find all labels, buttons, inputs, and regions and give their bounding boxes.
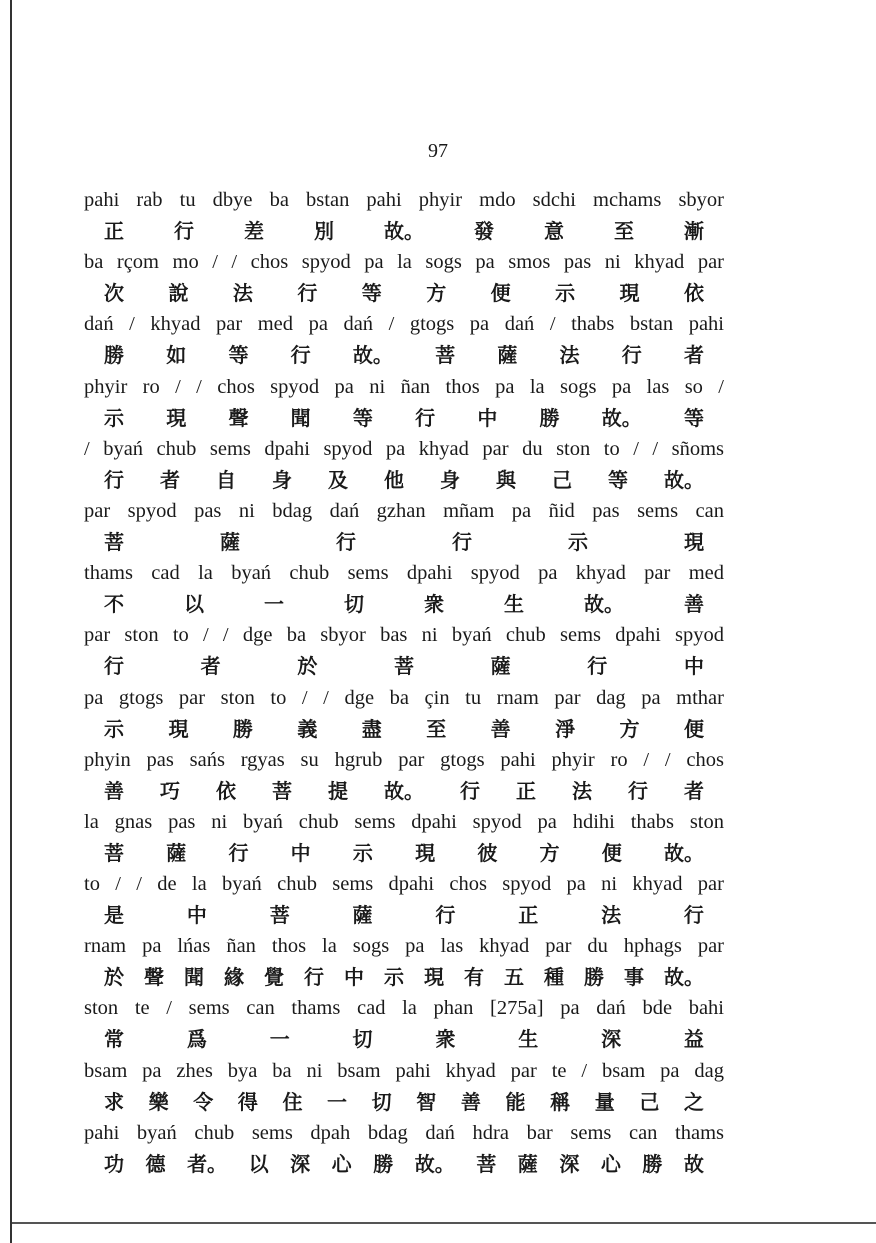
chinese-char: 行 bbox=[628, 778, 648, 803]
chinese-char: 便 bbox=[490, 281, 511, 306]
chinese-char: 便 bbox=[601, 840, 622, 865]
chinese-char: 故。 bbox=[584, 592, 624, 617]
chinese-char: 中 bbox=[290, 840, 311, 865]
chinese-line bbox=[104, 963, 704, 991]
chinese-char: 義 bbox=[297, 716, 318, 741]
chinese-char: 勝 bbox=[584, 965, 604, 990]
chinese-char: 勝 bbox=[232, 716, 253, 741]
chinese-char: 深 bbox=[559, 1151, 580, 1176]
chinese-char: 等 bbox=[361, 281, 382, 306]
chinese-char: 等 bbox=[608, 467, 628, 492]
chinese-char: 心 bbox=[331, 1151, 352, 1176]
chinese-char: 他 bbox=[384, 467, 404, 492]
chinese-char: 一 bbox=[327, 1089, 348, 1114]
chinese-char: 漸 bbox=[684, 219, 704, 243]
page-number: 97 bbox=[428, 140, 448, 162]
chinese-char: 巧 bbox=[160, 778, 180, 803]
chinese-char: 故。 bbox=[601, 405, 642, 430]
chinese-char: 示 bbox=[555, 281, 576, 306]
chinese-char: 深 bbox=[601, 1027, 622, 1052]
chinese-char: 故。 bbox=[352, 343, 393, 368]
chinese-char: 一 bbox=[269, 1027, 290, 1052]
chinese-char: 於 bbox=[297, 654, 318, 679]
chinese-char: 法 bbox=[559, 343, 580, 368]
chinese-char: 等 bbox=[228, 343, 249, 368]
chinese-char: 己 bbox=[639, 1089, 660, 1114]
chinese-char: 便 bbox=[683, 716, 704, 741]
chinese-char: 聞 bbox=[290, 405, 311, 430]
tibetan-line: phyir ro / / chos spyod pa ni ñan thos pa la sogs pa las so / bbox=[84, 375, 724, 398]
chinese-char: 以 bbox=[248, 1151, 269, 1176]
chinese-char: 薩 bbox=[220, 529, 240, 554]
chinese-char: 淨 bbox=[555, 716, 576, 741]
chinese-char: 有 bbox=[464, 965, 484, 990]
chinese-char: 稱 bbox=[550, 1089, 571, 1114]
chinese-char: 種 bbox=[544, 965, 564, 990]
chinese-char: 故 bbox=[683, 1151, 704, 1176]
chinese-char: 五 bbox=[504, 965, 524, 990]
chinese-char: 切 bbox=[344, 592, 364, 617]
chinese-line bbox=[104, 777, 704, 805]
tibetan-line: to / / de la byań chub sems dpahi chos spyod pa ni khyad par bbox=[84, 873, 724, 896]
line-pair bbox=[84, 994, 724, 1056]
chinese-char: 行 bbox=[104, 467, 124, 492]
chinese-char: 量 bbox=[594, 1089, 615, 1114]
chinese-line bbox=[104, 404, 704, 432]
chinese-char: 別 bbox=[314, 219, 334, 243]
line-pair bbox=[84, 684, 724, 746]
chinese-char: 行 bbox=[683, 903, 704, 928]
chinese-char: 勝 bbox=[642, 1151, 663, 1176]
chinese-char: 者 bbox=[160, 467, 180, 492]
chinese-char: 等 bbox=[352, 405, 373, 430]
chinese-char: 現 bbox=[168, 716, 189, 741]
chinese-line bbox=[104, 652, 704, 680]
chinese-char: 心 bbox=[600, 1151, 621, 1176]
chinese-char: 行 bbox=[587, 654, 608, 679]
tibetan-line: par ston to / / dge ba sbyor bas ni byań chub sems dpahi spyod bbox=[84, 624, 724, 647]
chinese-char: 勝 bbox=[104, 343, 124, 368]
chinese-char: 示 bbox=[104, 716, 124, 741]
tibetan-line: pa gtogs par ston to / / dge ba çin tu rnam par dag pa mthar bbox=[84, 686, 724, 709]
chinese-char: 正 bbox=[518, 903, 539, 928]
chinese-char: 衆 bbox=[435, 1027, 456, 1052]
line-pair bbox=[84, 310, 724, 372]
line-pair bbox=[84, 559, 724, 621]
chinese-char: 故。 bbox=[664, 467, 704, 492]
chinese-char: 正 bbox=[516, 778, 536, 803]
chinese-char: 衆 bbox=[424, 592, 444, 617]
chinese-char: 益 bbox=[683, 1027, 704, 1052]
chinese-line bbox=[104, 217, 704, 245]
chinese-char: 功 bbox=[104, 1151, 124, 1176]
chinese-char: 聲 bbox=[228, 405, 249, 430]
line-pair bbox=[84, 808, 724, 870]
chinese-line bbox=[104, 839, 704, 867]
chinese-char: 生 bbox=[518, 1027, 539, 1052]
chinese-char: 行 bbox=[297, 281, 318, 306]
chinese-char: 現 bbox=[684, 529, 704, 554]
chinese-char: 中 bbox=[477, 405, 498, 430]
tibetan-line: pahi rab tu dbye ba bstan pahi phyir mdo sdchi mchams sbyor bbox=[84, 189, 724, 211]
chinese-char: 菩 bbox=[476, 1151, 497, 1176]
chinese-line bbox=[104, 1088, 704, 1116]
chinese-line bbox=[104, 901, 704, 929]
chinese-char: 者 bbox=[200, 654, 221, 679]
chinese-char: 示 bbox=[352, 840, 373, 865]
line-pair bbox=[84, 373, 724, 435]
chinese-char: 中 bbox=[344, 965, 364, 990]
chinese-line bbox=[104, 1150, 704, 1178]
chinese-char: 至 bbox=[614, 219, 634, 243]
chinese-char: 說 bbox=[168, 281, 189, 306]
chinese-char: 聞 bbox=[184, 965, 204, 990]
chinese-char: 爲 bbox=[186, 1027, 207, 1052]
chinese-char: 現 bbox=[424, 965, 444, 990]
chinese-char: 中 bbox=[186, 903, 207, 928]
chinese-char: 善 bbox=[460, 1089, 481, 1114]
chinese-char: 善 bbox=[104, 778, 124, 803]
tibetan-line: par spyod pas ni bdag dań gzhan mñam pa ñid pas sems can bbox=[84, 499, 724, 522]
chinese-char: 於 bbox=[104, 965, 124, 990]
chinese-char: 菩 bbox=[269, 903, 290, 928]
chinese-line bbox=[104, 341, 704, 369]
line-pair bbox=[84, 621, 724, 683]
tibetan-line: / byań chub sems dpahi spyod pa khyad par du ston to / / sñoms bbox=[84, 437, 724, 460]
chinese-char: 彼 bbox=[477, 840, 498, 865]
chinese-char: 菩 bbox=[393, 654, 414, 679]
chinese-char: 自 bbox=[216, 467, 236, 492]
chinese-char: 行 bbox=[452, 529, 472, 554]
chinese-char: 以 bbox=[184, 592, 204, 617]
chinese-char: 故。 bbox=[414, 1151, 455, 1176]
chinese-line bbox=[104, 528, 704, 556]
chinese-line bbox=[104, 466, 704, 494]
chinese-char: 聲 bbox=[144, 965, 164, 990]
chinese-char: 常 bbox=[104, 1027, 124, 1052]
chinese-char: 求 bbox=[104, 1089, 124, 1114]
chinese-char: 者 bbox=[683, 343, 704, 368]
chinese-char: 示 bbox=[104, 405, 124, 430]
chinese-char: 切 bbox=[371, 1089, 392, 1114]
chinese-char: 正 bbox=[104, 219, 124, 243]
chinese-char: 德 bbox=[145, 1151, 166, 1176]
chinese-char: 行 bbox=[290, 343, 311, 368]
chinese-line bbox=[104, 1025, 704, 1053]
chinese-char: 樂 bbox=[148, 1089, 169, 1114]
chinese-char: 菩 bbox=[104, 529, 124, 554]
chinese-char: 法 bbox=[232, 281, 253, 306]
tibetan-line: rnam pa lńas ñan thos la sogs pa las khyad par du hphags par bbox=[84, 935, 724, 958]
chinese-char: 故。 bbox=[664, 965, 704, 990]
tibetan-line: bsam pa zhes bya ba ni bsam pahi khyad par te / bsam pa dag bbox=[84, 1059, 724, 1082]
chinese-char: 身 bbox=[272, 467, 292, 492]
line-pair bbox=[84, 870, 724, 932]
chinese-char: 現 bbox=[166, 405, 187, 430]
chinese-char: 薩 bbox=[490, 654, 511, 679]
chinese-char: 行 bbox=[228, 840, 249, 865]
chinese-char: 意 bbox=[544, 219, 564, 243]
chinese-char: 是 bbox=[104, 903, 124, 928]
chinese-char: 示 bbox=[568, 529, 588, 554]
chinese-char: 行 bbox=[104, 654, 124, 679]
chinese-char: 依 bbox=[216, 778, 236, 803]
chinese-char: 生 bbox=[504, 592, 524, 617]
chinese-char: 現 bbox=[415, 840, 436, 865]
line-pair bbox=[84, 746, 724, 808]
chinese-char: 勝 bbox=[373, 1151, 394, 1176]
chinese-char: 次 bbox=[104, 281, 124, 306]
chinese-char: 依 bbox=[683, 281, 704, 306]
chinese-char: 善 bbox=[490, 716, 511, 741]
chinese-char: 示 bbox=[384, 965, 404, 990]
chinese-char: 行 bbox=[460, 778, 480, 803]
line-pair bbox=[84, 932, 724, 994]
chinese-line bbox=[104, 715, 704, 743]
chinese-char: 與 bbox=[496, 467, 516, 492]
chinese-char: 菩 bbox=[104, 840, 124, 865]
chinese-char: 智 bbox=[416, 1089, 437, 1114]
tibetan-line: dań / khyad par med pa dań / gtogs pa dań / thabs bstan pahi bbox=[84, 313, 724, 336]
chinese-char: 得 bbox=[237, 1089, 258, 1114]
chinese-char: 法 bbox=[601, 903, 622, 928]
line-pair bbox=[84, 248, 724, 310]
chinese-char: 薩 bbox=[517, 1151, 538, 1176]
chinese-char: 法 bbox=[572, 778, 592, 803]
line-pair bbox=[84, 1119, 724, 1181]
chinese-char: 菩 bbox=[272, 778, 292, 803]
chinese-line bbox=[104, 279, 704, 307]
chinese-char: 薩 bbox=[352, 903, 373, 928]
chinese-char: 薩 bbox=[497, 343, 518, 368]
line-pair bbox=[84, 1057, 724, 1119]
chinese-char: 至 bbox=[426, 716, 447, 741]
chinese-char: 如 bbox=[166, 343, 187, 368]
tibetan-line: ba rçom mo / / chos spyod pa la sogs pa smos pas ni khyad par bbox=[84, 251, 724, 274]
tibetan-line: thams cad la byań chub sems dpahi spyod pa khyad par med bbox=[84, 562, 724, 585]
chinese-char: 切 bbox=[352, 1027, 373, 1052]
chinese-char: 勝 bbox=[539, 405, 560, 430]
chinese-char: 方 bbox=[619, 716, 640, 741]
chinese-char: 薩 bbox=[166, 840, 187, 865]
chinese-char: 覺 bbox=[264, 965, 284, 990]
chinese-char: 善 bbox=[684, 592, 704, 617]
chinese-char: 故。 bbox=[663, 840, 704, 865]
chinese-line bbox=[104, 590, 704, 618]
chinese-char: 能 bbox=[505, 1089, 526, 1114]
chinese-char: 差 bbox=[244, 219, 264, 243]
chinese-char: 身 bbox=[440, 467, 460, 492]
chinese-char: 故。 bbox=[384, 219, 424, 243]
tibetan-line: ston te / sems can thams cad la phan [275a] pa dań bde bahi bbox=[84, 997, 724, 1020]
chinese-char: 提 bbox=[328, 778, 348, 803]
chinese-char: 中 bbox=[683, 654, 704, 679]
chinese-char: 行 bbox=[435, 903, 456, 928]
chinese-char: 住 bbox=[282, 1089, 303, 1114]
line-pair bbox=[84, 497, 724, 559]
chinese-char: 行 bbox=[174, 219, 194, 243]
chinese-char: 者。 bbox=[187, 1151, 228, 1176]
chinese-char: 行 bbox=[336, 529, 356, 554]
left-margin-rule bbox=[10, 0, 12, 1243]
tibetan-line: la gnas pas ni byań chub sems dpahi spyod pa hdihi thabs ston bbox=[84, 810, 724, 833]
chinese-char: 菩 bbox=[435, 343, 456, 368]
chinese-char: 及 bbox=[328, 467, 348, 492]
line-pair bbox=[84, 435, 724, 497]
chinese-char: 發 bbox=[474, 219, 494, 243]
chinese-char: 己 bbox=[552, 467, 572, 492]
chinese-char: 令 bbox=[193, 1089, 214, 1114]
chinese-char: 一 bbox=[264, 592, 284, 617]
chinese-char: 深 bbox=[290, 1151, 311, 1176]
chinese-char: 方 bbox=[539, 840, 560, 865]
line-pair bbox=[84, 186, 724, 248]
chinese-char: 現 bbox=[619, 281, 640, 306]
chinese-char: 方 bbox=[426, 281, 447, 306]
chinese-char: 行 bbox=[304, 965, 324, 990]
chinese-char: 不 bbox=[104, 592, 124, 617]
chinese-char: 事 bbox=[624, 965, 644, 990]
chinese-char: 故。 bbox=[384, 778, 424, 803]
chinese-char: 之 bbox=[683, 1089, 704, 1114]
chinese-char: 緣 bbox=[224, 965, 244, 990]
tibetan-line: pahi byań chub sems dpah bdag dań hdra bar sems can thams bbox=[84, 1121, 724, 1144]
tibetan-line: phyin pas sańs rgyas su hgrub par gtogs pahi phyir ro / / chos bbox=[84, 748, 724, 771]
chinese-char: 者 bbox=[684, 778, 704, 803]
text-body bbox=[84, 186, 724, 1181]
chinese-char: 行 bbox=[621, 343, 642, 368]
chinese-char: 等 bbox=[683, 405, 704, 430]
bottom-rule bbox=[12, 1222, 876, 1224]
chinese-char: 行 bbox=[415, 405, 436, 430]
chinese-char: 盡 bbox=[361, 716, 382, 741]
